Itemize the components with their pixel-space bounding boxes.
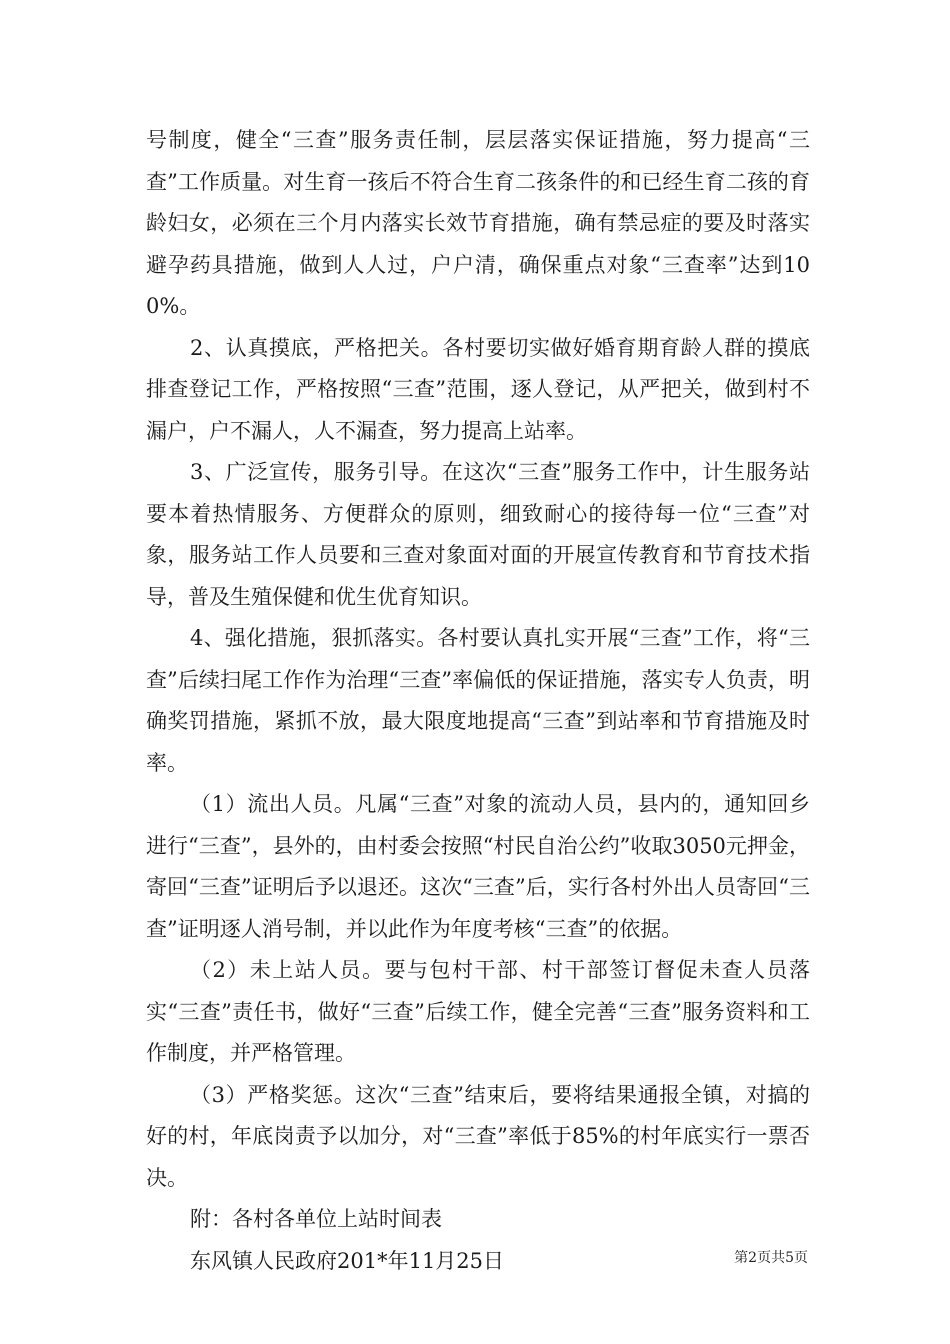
paragraph-subitem-2: （2）未上站人员。要与包村干部、村干部签订督促未查人员落实“三查”责任书，做好“三查”后续工作，健全完善“三查”服务资料和工作制度，并严格管理。 xyxy=(146,958,810,1065)
paragraph-subitem-1: （1）流出人员。凡属“三查”对象的流动人员，县内的，通知回乡进行“三查”，县外的，由村委会按照“村民自治公约”收取3050元押金，寄回“三查”证明后予以退还。这次“三查”后，实行各村外出人员寄回“三查”证明逐人消号制，并以此作为年度考核“三查”的依据。 xyxy=(146,792,810,941)
paragraph-subitem-3: （3）严格奖惩。这次“三查”结束后，要将结果通报全镇，对搞的好的村，年底岗责予以加分，对“三查”率低于85%的村年底实行一票否决。 xyxy=(146,1082,810,1190)
paragraph-item-3: 3、广泛宣传，服务引导。在这次“三查”服务工作中，计生服务站要本着热情服务、方便群众的原则，细致耐心的接待每一位“三查”对象，服务站工作人员要和三查对象面对面的开展宣传教育和节育技术指导，普及生殖保健和优生优育知识。 xyxy=(146,460,810,609)
paragraph-item-4: 4、强化措施，狠抓落实。各村要认真扎实开展“三查”工作，将“三查”后续扫尾工作作为治理“三查”率偏低的保证措施，落实专人负责，明确奖罚措施，紧抓不放，最大限度地提高“三查”到站率和节育措施及时率。 xyxy=(146,626,810,775)
document-body xyxy=(146,120,810,1282)
page-number: 第2页共5页 xyxy=(734,1250,808,1266)
attachment-note: 附：各村各单位上站时间表 xyxy=(190,1207,442,1231)
signature-date: 东风镇人民政府201*年11月25日 xyxy=(190,1248,505,1273)
paragraph-item-2: 2、认真摸底，严格把关。各村要切实做好婚育期育龄人群的摸底排查登记工作，严格按照“三查”范围，逐人登记，从严把关，做到村不漏户，户不漏人，人不漏查，努力提高上站率。 xyxy=(146,335,810,443)
paragraph-continuation: 号制度，健全“三查”服务责任制，层层落实保证措施，努力提高“三查”工作质量。对生育一孩后不符合生育二孩条件的和已经生育二孩的育龄妇女，必须在三个月内落实长效节育措施，确有禁忌症的要及时落实避孕药具措施，做到人人过，户户清，确保重点对象“三查率”达到100%。 xyxy=(146,128,810,318)
